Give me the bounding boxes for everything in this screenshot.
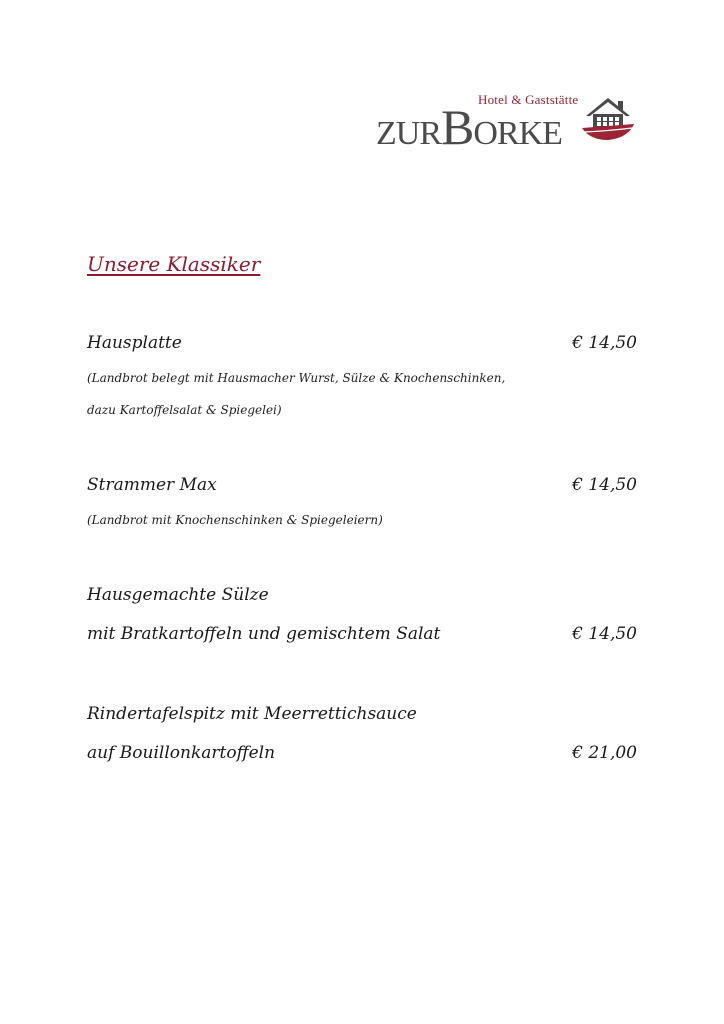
logo-name-part2: B — [441, 99, 474, 155]
dish-description: (Landbrot belegt mit Hausmacher Wurst, Sülze & Knochenschinken, — [87, 371, 506, 385]
logo-name-part3: ORKE — [473, 115, 562, 152]
dish-description: dazu Kartoffelsalat & Spiegelei) — [87, 403, 282, 417]
dish-name: Hausgemachte Sülze — [87, 585, 269, 605]
dish-name: auf Bouillonkartoffeln — [87, 743, 276, 763]
house-on-wave-icon — [582, 92, 634, 144]
hotel-logo — [372, 86, 638, 156]
logo-name — [376, 99, 562, 155]
dish-price: € 21,00 — [572, 743, 637, 763]
logo-name-part1: ZUR — [376, 115, 441, 152]
logo-tagline: Hotel & Gaststätte — [478, 92, 579, 107]
dish-name: mit Bratkartoffeln und gemischtem Salat — [87, 624, 441, 644]
dish-name: Strammer Max — [87, 475, 217, 495]
dish-price: € 14,50 — [572, 624, 637, 644]
section-title: Unsere Klassiker — [87, 252, 261, 276]
dish-name: Hausplatte — [87, 333, 182, 353]
dish-description: (Landbrot mit Knochenschinken & Spiegeleiern) — [87, 513, 383, 527]
dish-name: Rindertafelspitz mit Meerrettichsauce — [87, 704, 417, 724]
dish-price: € 14,50 — [572, 333, 637, 353]
dish-price: € 14,50 — [572, 475, 637, 495]
